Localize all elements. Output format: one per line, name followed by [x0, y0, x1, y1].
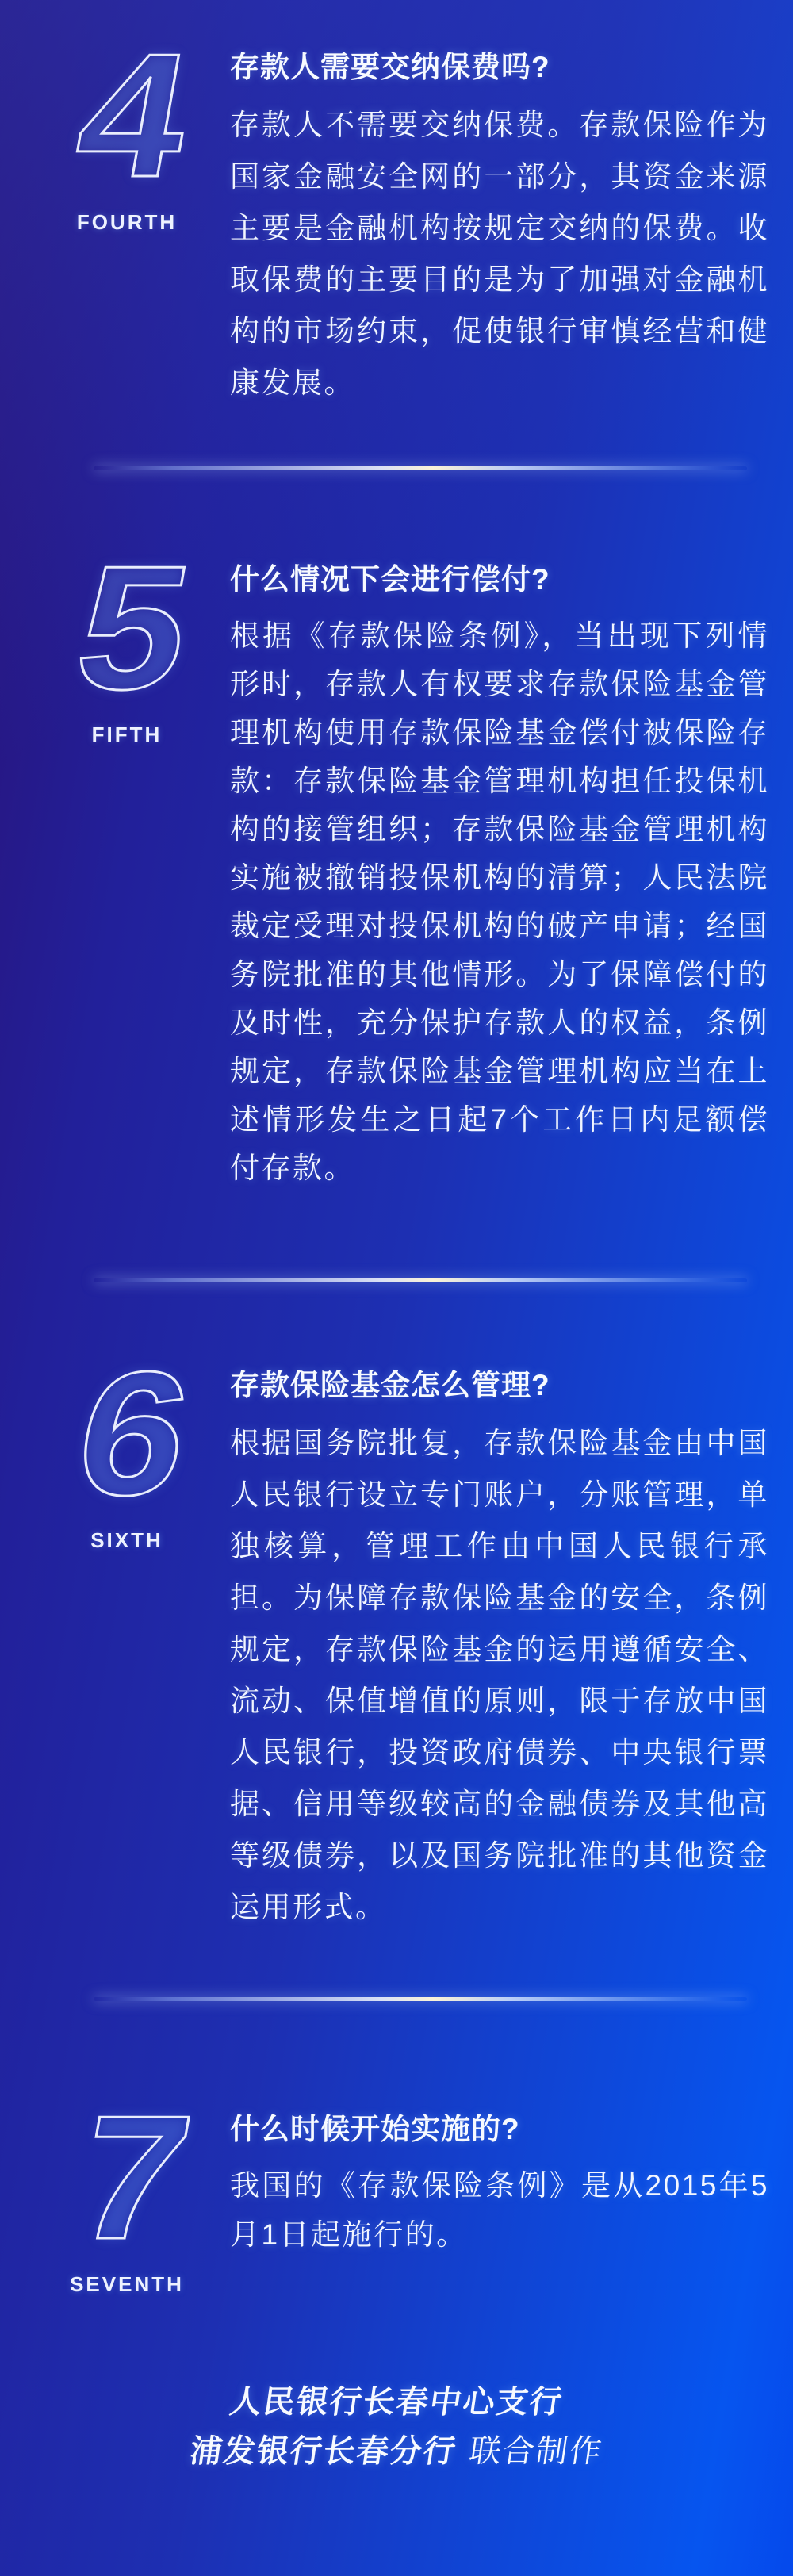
section-sixth [0, 1336, 793, 1992]
ordinal-label-sixth: SIXTH [90, 1528, 163, 1552]
outline-numeral-4: 4 [63, 17, 205, 214]
section-divider [94, 466, 747, 470]
section-seventh [0, 2080, 793, 2371]
section-sixth-content [230, 1366, 769, 1933]
section-divider [94, 1278, 747, 1282]
outline-numeral-5: 5 [63, 530, 205, 726]
section-fifth-content [230, 560, 769, 1192]
section-fifth-number-block [32, 530, 222, 746]
section-sixth-number-block [32, 1336, 222, 1552]
footer-bank-name: 浦发银行长春分行 [187, 2434, 460, 2469]
footer-joint-production-label: 联合制作 [466, 2434, 606, 2469]
footer-credit-line2 [0, 2427, 793, 2476]
outline-numeral-6: 6 [63, 1336, 205, 1532]
footer-credits [0, 2378, 793, 2476]
section-divider [94, 1997, 747, 2001]
section-seventh-content [230, 2110, 769, 2260]
section-fourth-content [230, 48, 769, 408]
ordinal-label-seventh: SEVENTH [70, 2272, 184, 2296]
answer-text: 存款人不需要交纳保费。存款保险作为国家金融安全网的一部分，其资金来源主要是金融机构按规定交纳的保费。收取保费的主要目的是为了加强对金融机构的市场约束，促使银行审慎经营和健康发展。 [230, 109, 769, 399]
ordinal-label-fourth: FOURTH [76, 210, 178, 234]
section-fifth [0, 530, 793, 1274]
answer-text: 根据《存款保险条例》，当出现下列情形时，存款人有权要求存款保险基金管理机构使用存款保险基金偿付被保险存款：存款保险基金管理机构担任投保机构的接管组织；存款保险基金管理机构实施被撤销投保机构的清算；人民法院裁定受理对投保机构的破产申请；经国务院批准的其他情形。为了保障偿付的及时性，充分保护存款人的权益，条例规定，存款保险基金管理机构应当在上述情形发生之日起7个工作日内足额偿付存款。 [230, 619, 769, 1184]
ordinal-label-fifth: FIFTH [91, 723, 163, 746]
outline-numeral-7: 7 [63, 2080, 205, 2276]
answer-text: 根据国务院批复，存款保险基金由中国人民银行设立专门账户，分账管理，单独核算，管理工作由中国人民银行承担。为保障存款保险基金的安全，条例规定，存款保险基金的运用遵循安全、流动、保值增值的原则，限于存放中国人民银行，投资政府债券、中央银行票据、信用等级较高的金融债券及其他高等级债券，以及国务院批准的其他资金运用形式。 [230, 1427, 769, 1923]
question-title: 存款保险基金怎么管理? [230, 1369, 550, 1401]
footer-credit-line1: 人民银行长春中心支行 [227, 2385, 566, 2420]
answer-text: 我国的《存款保险条例》是从2015年5月1日起施行的。 [230, 2169, 769, 2251]
question-title: 什么情况下会进行偿付? [230, 563, 550, 596]
question-title: 存款人需要交纳保费吗? [230, 51, 550, 83]
question-title: 什么时候开始实施的? [230, 2113, 520, 2145]
section-fourth-number-block [32, 17, 222, 234]
section-seventh-number-block [32, 2080, 222, 2296]
section-fourth [0, 17, 793, 468]
